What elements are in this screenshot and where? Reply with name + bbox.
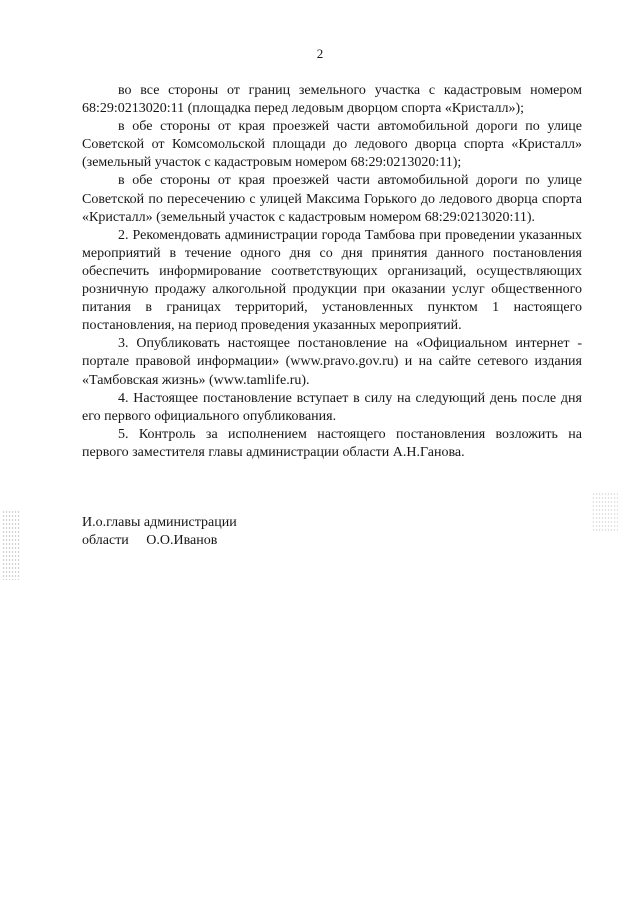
paragraph-zone-1: во все стороны от границ земельного участка с кадастровым номером 68:29:0213020:11 (площадка перед ледовым дворцом спорта «Кристалл»);	[82, 83, 582, 117]
signatory-title: И.о.главы администрации	[82, 515, 237, 530]
page-number: 2	[316, 46, 324, 61]
signatory-name: области О.О.Иванов	[82, 533, 218, 548]
paragraph-item-4: 4. Настоящее постановление вступает в силу на следующий день после дня его первого официального опубликования.	[82, 390, 582, 424]
scan-artifact-left	[2, 510, 20, 580]
paragraph-item-5: 5. Контроль за исполнением настоящего постановления возложить на первого заместителя главы администрации области А.Н.Ганова.	[82, 426, 582, 460]
paragraph-zone-2: в обе стороны от края проезжей части автомобильной дороги по улице Советской от Комсомольской площади до ледового дворца спорта «Кристалл» (земельный участок с кадастровым номером 68:29:0213020:11);	[82, 119, 582, 171]
document-body	[82, 82, 582, 462]
signature-block	[82, 514, 237, 550]
paragraph-item-2: 2. Рекомендовать администрации города Тамбова при проведении указанных мероприятий в течение одного дня со дня принятия данного постановления обеспечить информирование соответствующих организаций, осуществляющих розничную продажу алкогольной продукции при оказании услуг общественного питания в границах территорий, установленных пунктом 1 настоящего постановления, на период проведения указанных мероприятий.	[82, 227, 582, 334]
paragraph-item-3: 3. Опубликовать настоящее постановление на «Официальном интернет - портале правовой информации» (www.pravo.gov.ru) и на сайте сетевого издания «Тамбовская жизнь» (www.tamlife.ru).	[82, 336, 582, 388]
scan-artifact-right	[592, 492, 618, 532]
paragraph-zone-3: в обе стороны от края проезжей части автомобильной дороги по улице Советской по пересечению с улицей Максима Горького до ледового дворца спорта «Кристалл» (земельный участок с кадастровым номером 68:29:0213020:11).	[82, 173, 582, 225]
